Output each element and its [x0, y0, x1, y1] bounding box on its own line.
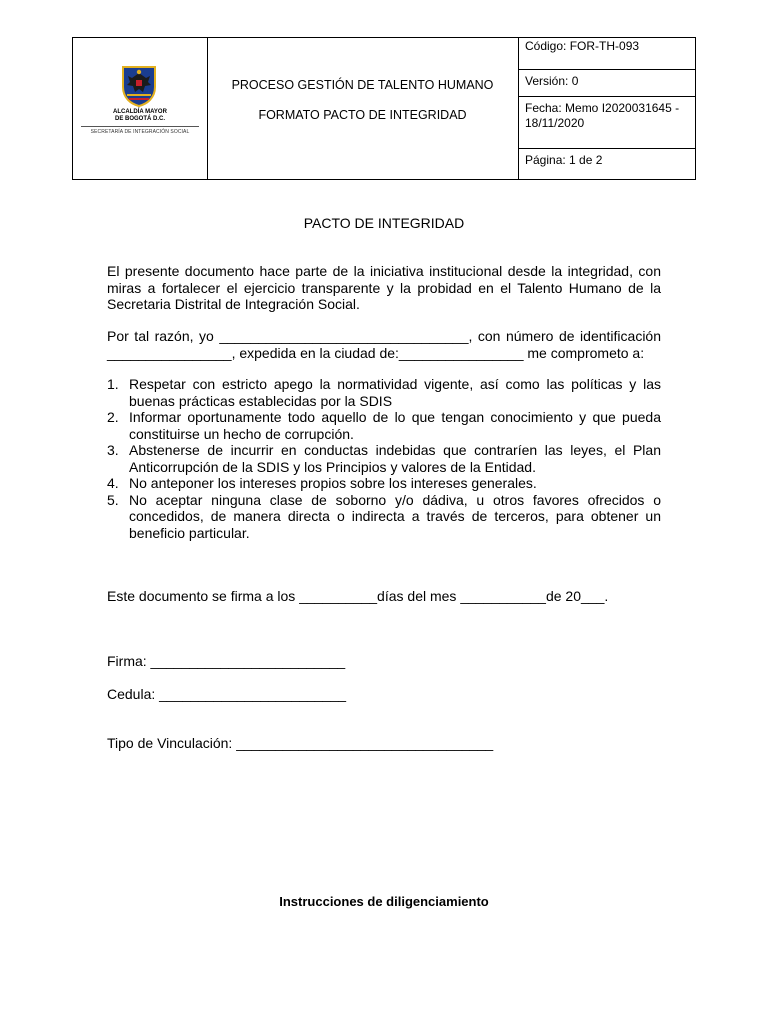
list-item: 2. Informar oportunamente todo aquello de lo que tengan conocimiento y que pueda constituirse un hecho de corrupción.: [107, 409, 661, 442]
commitment-paragraph: Por tal razón, yo ________________________________, con número de identificación ________________, expedida en la ciudad de:________________ me comprometo a:: [107, 328, 661, 361]
signing-date-line: Este documento se firma a los __________días del mes ___________de 20___.: [107, 588, 609, 604]
commitments-list: [107, 376, 661, 541]
format-name: FORMATO PACTO DE INTEGRIDAD: [258, 108, 467, 122]
link-type-line: Tipo de Vinculación: _________________________________: [107, 735, 494, 751]
id-number-line: Cedula: ________________________: [107, 686, 347, 702]
list-item: 4. No anteponer los intereses propios sobre los intereses generales.: [107, 475, 537, 491]
signature-line: Firma: _________________________: [107, 653, 346, 669]
title-cell: [207, 38, 519, 179]
date-line1: Fecha: Memo I2020031645 -: [525, 101, 680, 115]
bogota-coat-of-arms-icon: [119, 65, 159, 107]
instructions-heading: Instrucciones de diligenciamiento: [279, 894, 489, 909]
date-line2: 18/11/2020: [525, 116, 585, 130]
list-item: 3. Abstenerse de incurrir en conductas indebidas que contraríen las leyes, el Plan Anticorrupción de la SDIS y los Principios y valores de la Entidad.: [107, 442, 661, 475]
meta-cell: [519, 38, 695, 179]
date-field: [519, 97, 695, 149]
code-field: Código: FOR-TH-093: [519, 38, 695, 70]
document-title: PACTO DE INTEGRIDAD: [303, 215, 465, 231]
logo-line1: ALCALDÍA MAYOR: [113, 109, 167, 115]
logo-divider: [81, 126, 199, 127]
logo-line2: DE BOGOTÁ D.C.: [114, 116, 165, 122]
intro-paragraph: El presente documento hace parte de la iniciativa institucional desde la integridad, con miras a fortalecer el ejercicio transparente y la probidad en el Talento Humano de la Secretaria Distrital de Integración Social.: [107, 263, 661, 312]
list-item: 1. Respetar con estricto apego la normatividad vigente, así como las políticas y las buenas prácticas establecidas por la SDIS: [107, 376, 661, 409]
list-item: 5. No aceptar ninguna clase de soborno y/o dádiva, u otros favores ofrecidos o concedidos, de manera directa o indirecta a través de terceros, para obtener un beneficio particular.: [107, 491, 661, 541]
version-field: Versión: 0: [519, 70, 695, 97]
process-name: PROCESO GESTIÓN DE TALENTO HUMANO: [231, 78, 494, 92]
page-field: Página: 1 de 2: [525, 153, 603, 167]
logo-subtitle: SECRETARÍA DE INTEGRACIÓN SOCIAL: [90, 129, 190, 135]
logo-cell: [73, 38, 208, 179]
document-header: [72, 37, 696, 180]
